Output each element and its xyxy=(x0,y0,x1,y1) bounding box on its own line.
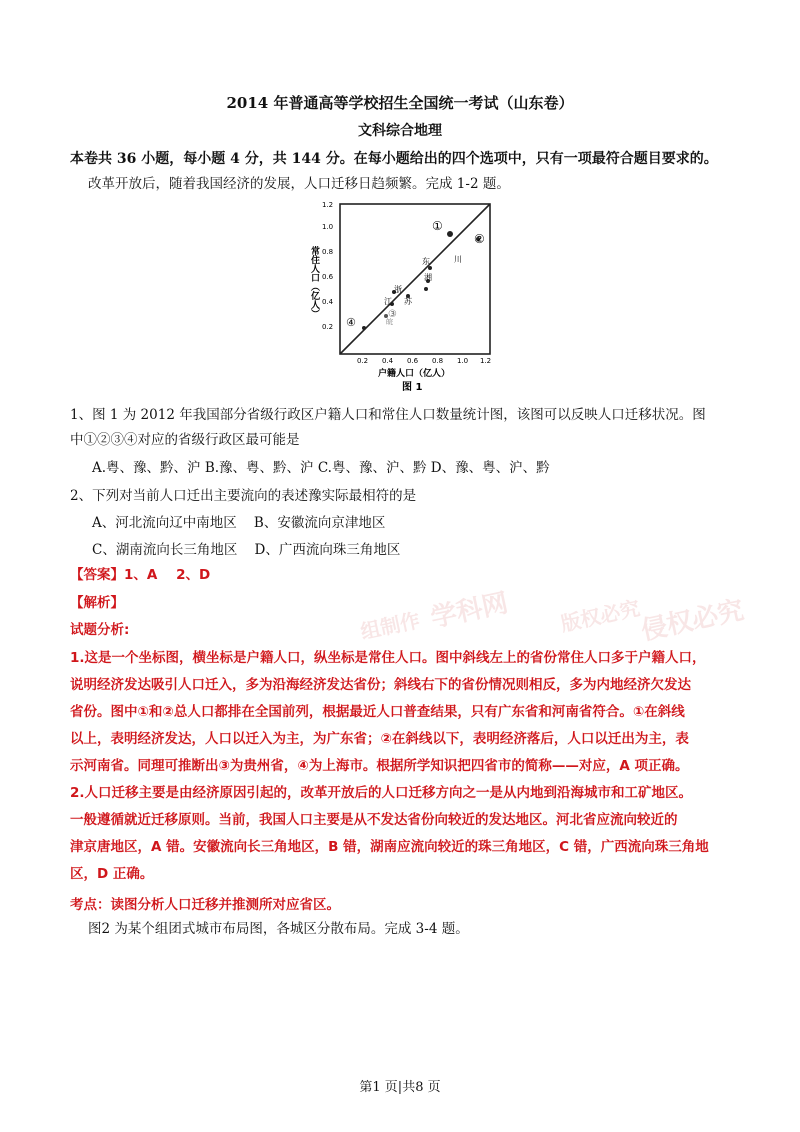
province-label-wan: 皖 xyxy=(386,318,393,326)
analysis-line: 一般遵循就近迁移原则。当前，我国人口主要是从不发达省份向较近的发达地区。河北省应流向较近的 xyxy=(70,812,678,828)
y-tick-label: 1.2 xyxy=(322,201,334,209)
province-label-jiang: 江 xyxy=(384,297,392,306)
province-label-zhe: 浙 xyxy=(394,285,402,294)
analysis-line: 1.这是一个坐标图，横坐标是户籍人口，纵坐标是常住人口。图中斜线左上的省份常住人口多于户籍人口， xyxy=(70,650,706,666)
analysis-heading: 试题分析: xyxy=(70,622,130,638)
question-2-options-row-1: A、河北流向辽中南地区 B、安徽流向京津地区 xyxy=(92,515,386,531)
x-axis-label: 户籍人口（亿人） xyxy=(378,369,451,379)
province-label-xiang: 湘 xyxy=(424,273,432,282)
data-point xyxy=(362,326,366,330)
data-point xyxy=(428,266,432,270)
data-point xyxy=(424,287,428,291)
x-tick-label: 0.8 xyxy=(432,357,444,365)
analysis-line: 示河南省。同理可推断出③为贵州省，④为上海市。根据所学知识把四省市的简称——对应，A 项正确。 xyxy=(70,758,689,774)
page-title: 2014 年普通高等学校招生全国统一考试（山东卷） xyxy=(226,94,574,112)
page-footer: 第1 页|共8 页 xyxy=(359,1080,441,1095)
x-tick-label: 1.0 xyxy=(457,357,469,365)
x-tick-label: 1.2 xyxy=(480,357,492,365)
marker-2: ② xyxy=(474,232,485,246)
analysis-line: 以上，表明经济发达，人口以迁入为主，为广东省；②在斜线以下，表明经济落后，人口以迁出为主，表 xyxy=(70,731,689,747)
question-1-stem-line-2: 中①②③④对应的省级行政区最可能是 xyxy=(70,432,300,448)
question-1-options: A.粤、豫、黔、沪 B.豫、粤、黔、沪 C.粤、豫、沪、黔 D、豫、粤、沪、黔 xyxy=(92,460,550,476)
analysis-line: 2.人口迁移主要是由经济原因引起的，改革开放后的人口迁移方向之一是从内地到沿海城市和工矿地区。 xyxy=(70,785,693,801)
marker-4: ④ xyxy=(346,316,356,329)
data-point xyxy=(447,231,453,237)
y-tick-label: 0.4 xyxy=(322,298,334,306)
province-label-su: 苏 xyxy=(404,297,412,306)
analysis-line: 省份。图中①和②总人口都排在全国前列，根据最近人口普查结果，只有广东省和河南省符合。①在斜线 xyxy=(70,704,685,720)
x-tick-label: 0.2 xyxy=(357,357,369,365)
instructions: 本卷共 36 小题，每小题 4 分，共 144 分。在每小题给出的四个选项中，只有一项最符合题目要求的。 xyxy=(70,151,718,167)
diagonal-line xyxy=(340,204,490,354)
answer: 【答案】1、A 2、D xyxy=(70,567,211,583)
y-tick-label: 0.6 xyxy=(322,273,334,281)
y-tick-label: 1.0 xyxy=(322,223,334,231)
watermark: 版权必究 xyxy=(558,595,642,637)
watermark: 学科网 xyxy=(428,588,511,634)
analysis-label: 【解析】 xyxy=(70,595,124,611)
province-label-chuan: 川 xyxy=(454,255,462,264)
intro-questions-1-2: 改革开放后，随着我国经济的发展，人口迁移日趋频繁。完成 1-2 题。 xyxy=(88,176,510,192)
province-label-dong: 东 xyxy=(422,257,430,266)
watermark: 组制作 xyxy=(358,607,423,644)
figure-1-scatter xyxy=(300,196,510,396)
intro-questions-3-4: 图2 为某个组团式城市布局图，各城区分散布局。完成 3-4 题。 xyxy=(88,921,469,937)
y-tick-label: 0.2 xyxy=(322,323,334,331)
question-2-stem: 2、下列对当前人口迁出主要流向的表述豫实际最相符的是 xyxy=(70,488,417,504)
kaodian: 考点：读图分析人口迁移并推测所对应省区。 xyxy=(70,897,340,913)
question-2-options-row-2: C、湖南流向长三角地区 D、广西流向珠三角地区 xyxy=(92,542,401,558)
y-tick-label: 0.8 xyxy=(322,248,334,256)
marker-3: ③ xyxy=(388,309,397,320)
analysis-line: 说明经济发达吸引人口迁入，多为沿海经济发达省份；斜线右下的省份情况则相反，多为内地经济欠发达 xyxy=(70,677,691,693)
watermark: 侵权必究 xyxy=(638,595,747,647)
x-tick-label: 0.4 xyxy=(382,357,394,365)
x-tick-label: 0.6 xyxy=(407,357,419,365)
figure-caption: 图 1 xyxy=(402,382,423,393)
analysis-line: 区，D 正确。 xyxy=(70,866,154,882)
analysis-line: 津京唐地区，A 错。安徽流向长三角地区，B 错，湖南应流向较近的珠三角地区，C 错，广西流向珠三角地 xyxy=(70,839,709,855)
question-1-stem-line-1: 1、图 1 为 2012 年我国部分省级行政区户籍人口和常住人口数量统计图，该图可以反映人口迁移状况。图 xyxy=(70,407,706,423)
analysis-body xyxy=(70,645,760,888)
page-subtitle: 文科综合地理 xyxy=(358,123,442,139)
y-axis-label: 常住人口（亿人） xyxy=(309,246,319,318)
marker-1: ① xyxy=(432,219,443,233)
